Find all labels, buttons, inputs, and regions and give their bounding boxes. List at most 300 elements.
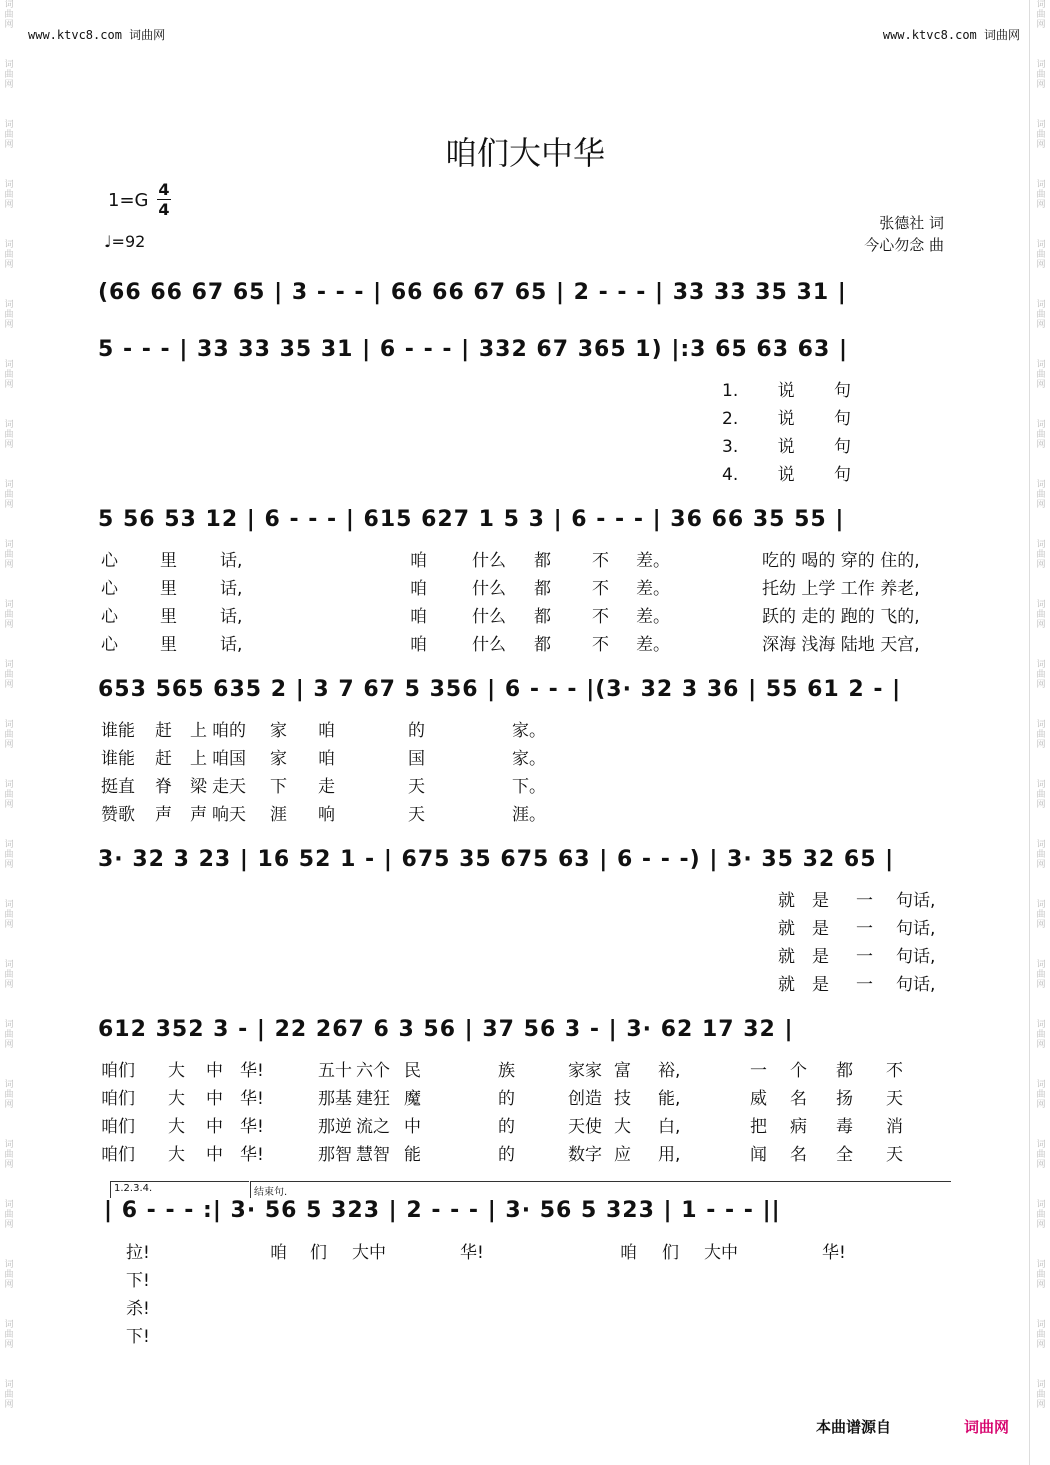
watermark-char: 网 (1036, 20, 1046, 30)
watermark-char: 曲 (1036, 670, 1046, 680)
watermark-char: 词 (4, 1140, 14, 1150)
watermark-char: 词 (4, 780, 14, 790)
watermark-char: 网 (1036, 140, 1046, 150)
watermark-char: 曲 (1036, 1270, 1046, 1280)
lyric-syllable: 的 (408, 721, 425, 741)
lyric-syllable: 咱 (410, 607, 427, 627)
lyric-syllable: 闻 (750, 1145, 767, 1165)
watermark-glyph (1034, 1380, 1048, 1440)
lyric-syllable: 赞歌 (101, 805, 135, 825)
watermark-glyph (2, 420, 16, 480)
song-title: 咱们大中华 (444, 134, 605, 172)
watermark-char: 网 (4, 500, 14, 510)
watermark-char: 词 (1036, 540, 1046, 550)
watermark-char: 曲 (1036, 910, 1046, 920)
lyric-syllable: 差。 (636, 607, 670, 627)
watermark-char: 网 (1036, 740, 1046, 750)
watermark-char: 网 (1036, 620, 1046, 630)
score-row-4: 653 565 635 2 | 3 7 67 5 356 | 6 - - - |(3· 32 3 36 | 55 61 2 - | (98, 677, 902, 702)
watermark-char: 网 (4, 260, 14, 270)
lyric-syllable: 家 (270, 749, 287, 769)
watermark-char: 词 (1036, 360, 1046, 370)
score-row-2: 5 - - - | 33 33 35 31 | 6 - - - | 332 67 365 1) |:3 65 63 63 | (98, 337, 848, 362)
watermark-glyph (1034, 360, 1048, 420)
watermark-char: 网 (1036, 1340, 1046, 1350)
lyric-syllable: 慧智 (356, 1145, 390, 1165)
watermark-char: 词 (1036, 780, 1046, 790)
watermark-char: 词 (4, 360, 14, 370)
watermark-char: 网 (1036, 1400, 1046, 1410)
watermark-glyph (1034, 720, 1048, 780)
watermark-char: 词 (4, 540, 14, 550)
watermark-char: 曲 (1036, 130, 1046, 140)
watermark-char: 词 (4, 720, 14, 730)
lyric-syllable: 梁 (190, 777, 207, 797)
lyric-syllable: 话, (220, 579, 243, 599)
lyric-syllable: 的 (498, 1117, 515, 1137)
watermark-char: 网 (4, 680, 14, 690)
watermark-char: 曲 (4, 70, 14, 80)
score-row-7: | 6 - - - :| 3· 56 5 323 | 2 - - - | 3· 56 5 323 | 1 - - - || (104, 1198, 781, 1223)
watermark-char: 曲 (4, 1210, 14, 1220)
lyric-syllable: 下 (270, 777, 287, 797)
lyric-syllable: 大 (168, 1061, 185, 1081)
lyric-syllable: 什么 (472, 579, 506, 599)
watermark-char: 网 (1036, 1220, 1046, 1230)
lyric-syllable: 那逆 (318, 1117, 352, 1137)
lyric-syllable: 应 (614, 1145, 631, 1165)
lyric-syllable: 们 (662, 1243, 679, 1263)
watermark-glyph (1034, 0, 1048, 60)
lyric-syllable: 里 (160, 607, 177, 627)
watermark-char: 词 (4, 1200, 14, 1210)
watermark-char: 词 (1036, 420, 1046, 430)
lyric-syllable: 裕, (658, 1061, 681, 1081)
watermark-char: 词 (4, 1080, 14, 1090)
lyric-syllable: 名 (790, 1089, 807, 1109)
watermark-char: 曲 (1036, 1090, 1046, 1100)
lyric-syllable: 就 (778, 947, 795, 967)
watermark-char: 曲 (4, 310, 14, 320)
watermark-char: 网 (1036, 1280, 1046, 1290)
watermark-glyph (1034, 600, 1048, 660)
watermark-char: 网 (1036, 80, 1046, 90)
watermark-char: 词 (1036, 840, 1046, 850)
lyric-syllable: 那智 (318, 1145, 352, 1165)
lyric-syllable: 华! (240, 1145, 264, 1165)
lyric-syllable: 能, (658, 1089, 681, 1109)
watermark-glyph (2, 540, 16, 600)
watermark-char: 曲 (1036, 310, 1046, 320)
footer-source-label: 本曲谱源自 (816, 1418, 892, 1436)
lyric-syllable: 家。 (512, 749, 546, 769)
lyric-syllable: 话, (220, 635, 243, 655)
lyric-syllable: 声 (155, 805, 172, 825)
lyric-syllable: 差。 (636, 551, 670, 571)
watermark-glyph (2, 180, 16, 240)
lyric-syllable: 不 (592, 551, 609, 571)
watermark-char: 曲 (1036, 1210, 1046, 1220)
watermark-char: 词 (1036, 300, 1046, 310)
footer-site-logo[interactable]: 词曲网 (964, 1418, 1010, 1436)
lyric-syllable: 毒 (836, 1117, 853, 1137)
lyric-syllable: 赶 (155, 749, 172, 769)
lyric-syllable: 不 (886, 1061, 903, 1081)
watermark-char: 词 (1036, 240, 1046, 250)
watermark-glyph (2, 1380, 16, 1440)
lyric-syllable: 谁能 (101, 749, 135, 769)
watermark-char: 网 (1036, 500, 1046, 510)
watermark-char: 曲 (4, 250, 14, 260)
lyric-syllable: 国 (408, 749, 425, 769)
lyric-syllable: 天 (886, 1145, 903, 1165)
lyric-syllable: 句话, (896, 947, 936, 967)
tempo-marking: ♩=92 (104, 232, 146, 251)
watermark-char: 词 (1036, 180, 1046, 190)
lyric-syllable: 心 (101, 551, 118, 571)
lyric-syllable: 一 (856, 975, 873, 995)
verse-intro-2: 2. 说 句 (722, 409, 852, 429)
lyric-syllable: 咱 (410, 635, 427, 655)
lyric-syllable: 中 (206, 1145, 223, 1165)
lyric-syllable: 一 (856, 947, 873, 967)
lyric-syllable: 都 (534, 551, 551, 571)
time-numerator: 4 (158, 180, 170, 199)
lyric-syllable: 咱 (410, 551, 427, 571)
watermark-glyph (2, 1080, 16, 1140)
watermark-char: 曲 (1036, 1030, 1046, 1040)
lyric-syllable: 是 (812, 919, 829, 939)
lyric-syllable: 深海 浅海 陆地 天宫, (762, 635, 920, 655)
watermark-char: 网 (4, 1160, 14, 1170)
watermark-char: 曲 (1036, 70, 1046, 80)
watermark-char: 曲 (4, 1150, 14, 1160)
lyric-syllable: 话, (220, 551, 243, 571)
watermark-glyph (2, 1200, 16, 1260)
lyric-syllable: 消 (886, 1117, 903, 1137)
watermark-char: 曲 (1036, 1330, 1046, 1340)
lyric-syllable: 创造 (568, 1089, 602, 1109)
lyric-syllable: 走天 (212, 777, 246, 797)
lyric-syllable: 响天 (212, 805, 246, 825)
composer-credit: 今心勿念 曲 (864, 236, 944, 254)
watermark-char: 网 (1036, 680, 1046, 690)
watermark-char: 网 (4, 440, 14, 450)
lyric-syllable: 咱的 (212, 721, 246, 741)
watermark-char: 曲 (1036, 610, 1046, 620)
lyric-syllable: 中 (404, 1117, 421, 1137)
lyric-syllable: 吃的 喝的 穿的 住的, (762, 551, 920, 571)
lyric-syllable: 咱 (270, 1243, 287, 1263)
lyric-syllable: 是 (812, 975, 829, 995)
watermark-char: 网 (4, 740, 14, 750)
watermark-glyph (1034, 1080, 1048, 1140)
lyric-syllable: 大中 (352, 1243, 386, 1263)
lyric-syllable: 不 (592, 579, 609, 599)
watermark-char: 词 (4, 900, 14, 910)
watermark-glyph (2, 720, 16, 780)
watermark-glyph (1034, 180, 1048, 240)
watermark-char: 网 (1036, 1040, 1046, 1050)
watermark-char: 网 (1036, 320, 1046, 330)
lyric-syllable: 华! (240, 1061, 264, 1081)
watermark-char: 词 (1036, 720, 1046, 730)
watermark-char: 词 (1036, 480, 1046, 490)
watermark-char: 曲 (1036, 370, 1046, 380)
watermark-char: 词 (4, 1260, 14, 1270)
watermark-char: 网 (1036, 980, 1046, 990)
watermark-char: 网 (4, 920, 14, 930)
lyric-syllable: 里 (160, 579, 177, 599)
lyric-syllable: 华! (460, 1243, 484, 1263)
watermark-char: 曲 (4, 190, 14, 200)
watermark-glyph (1034, 420, 1048, 480)
lyric-syllable: 差。 (636, 579, 670, 599)
lyric-syllable: 建狂 (356, 1089, 390, 1109)
watermark-glyph (1034, 840, 1048, 900)
lyric-syllable: 全 (836, 1145, 853, 1165)
watermark-glyph (1034, 1320, 1048, 1380)
lyric-syllable: 中 (206, 1117, 223, 1137)
watermark-char: 曲 (4, 670, 14, 680)
lyric-syllable: 的 (498, 1089, 515, 1109)
watermark-char: 曲 (1036, 190, 1046, 200)
verse-intro-1: 1. 说 句 (722, 381, 852, 401)
lyric-syllable: 名 (790, 1145, 807, 1165)
lyric-syllable: 一 (856, 919, 873, 939)
watermark-char: 网 (4, 320, 14, 330)
watermark-char: 词 (4, 0, 14, 10)
watermark-char: 词 (1036, 120, 1046, 130)
score-row-1: (66 66 67 65 | 3 - - - | 66 66 67 65 | 2 - - - | 33 33 35 31 | (98, 280, 847, 305)
watermark-char: 词 (4, 120, 14, 130)
watermark-char: 网 (4, 860, 14, 870)
watermark-glyph (2, 900, 16, 960)
lyric-syllable: 用, (658, 1145, 681, 1165)
volta-first-ending: 1.2.3.4. (110, 1181, 249, 1198)
lyric-syllable: 数字 (568, 1145, 602, 1165)
watermark-char: 网 (4, 1100, 14, 1110)
watermark-char: 曲 (1036, 490, 1046, 500)
watermark-glyph (2, 480, 16, 540)
watermark-char: 网 (1036, 1160, 1046, 1170)
lyric-syllable: 们 (310, 1243, 327, 1263)
watermark-char: 网 (1036, 1100, 1046, 1110)
watermark-left (2, 0, 16, 1465)
lyric-syllable: 威 (750, 1089, 767, 1109)
lyric-syllable: 六个 (356, 1061, 390, 1081)
watermark-char: 词 (4, 1020, 14, 1030)
lyric-syllable: 都 (534, 607, 551, 627)
watermark-char: 词 (1036, 900, 1046, 910)
watermark-char: 网 (1036, 920, 1046, 930)
lyric-syllable: 什么 (472, 635, 506, 655)
watermark-char: 曲 (1036, 250, 1046, 260)
watermark-glyph (2, 1320, 16, 1380)
watermark-char: 网 (4, 560, 14, 570)
watermark-glyph (1034, 540, 1048, 600)
lyric-syllable: 话, (220, 607, 243, 627)
watermark-char: 词 (1036, 1140, 1046, 1150)
watermark-glyph (2, 1260, 16, 1320)
lyric-syllable: 咱们 (101, 1145, 135, 1165)
lyric-syllable: 不 (592, 607, 609, 627)
lyric-syllable: 赶 (155, 721, 172, 741)
watermark-char: 词 (1036, 60, 1046, 70)
watermark-char: 词 (4, 1320, 14, 1330)
lyric-syllable: 谁能 (101, 721, 135, 741)
lyric-syllable: 上 (190, 749, 207, 769)
lyric-syllable: 家家 (568, 1061, 602, 1081)
lyric-syllable: 民 (404, 1061, 421, 1081)
lyric-syllable: 富 (614, 1061, 631, 1081)
lyric-syllable: 咱 (318, 721, 335, 741)
lyric-syllable: 华! (240, 1089, 264, 1109)
lyric-syllable: 下! (126, 1271, 150, 1291)
watermark-glyph (1034, 1200, 1048, 1260)
lyric-syllable: 不 (592, 635, 609, 655)
lyric-syllable: 托幼 上学 工作 养老, (762, 579, 920, 599)
lyric-syllable: 咱 (620, 1243, 637, 1263)
watermark-char: 网 (1036, 380, 1046, 390)
watermark-char: 曲 (4, 730, 14, 740)
lyric-syllable: 上 (190, 721, 207, 741)
time-denominator: 4 (158, 200, 170, 219)
watermark-char: 词 (4, 180, 14, 190)
lyric-syllable: 咱们 (101, 1089, 135, 1109)
lyric-syllable: 涯。 (512, 805, 546, 825)
lyricist-credit: 张德社 词 (879, 214, 944, 232)
lyric-syllable: 都 (534, 635, 551, 655)
lyric-syllable: 那基 (318, 1089, 352, 1109)
lyric-syllable: 是 (812, 891, 829, 911)
watermark-char: 网 (1036, 860, 1046, 870)
watermark-char: 曲 (4, 790, 14, 800)
lyric-syllable: 中 (206, 1061, 223, 1081)
watermark-glyph (1034, 1020, 1048, 1080)
watermark-char: 词 (1036, 0, 1046, 10)
lyric-syllable: 大中 (704, 1243, 738, 1263)
watermark-char: 词 (4, 300, 14, 310)
watermark-char: 曲 (4, 1270, 14, 1280)
lyric-syllable: 家 (270, 721, 287, 741)
watermark-char: 曲 (4, 10, 14, 20)
lyric-syllable: 大 (168, 1145, 185, 1165)
lyric-syllable: 天 (886, 1089, 903, 1109)
watermark-char: 词 (1036, 660, 1046, 670)
watermark-char: 曲 (4, 1330, 14, 1340)
watermark-char: 网 (4, 1040, 14, 1050)
lyric-syllable: 天 (408, 777, 425, 797)
watermark-glyph (1034, 660, 1048, 720)
verse-intro-3: 3. 说 句 (722, 437, 852, 457)
watermark-glyph (2, 960, 16, 1020)
lyric-syllable: 大 (614, 1117, 631, 1137)
watermark-glyph (2, 660, 16, 720)
lyric-syllable: 句话, (896, 919, 936, 939)
lyric-syllable: 差。 (636, 635, 670, 655)
watermark-char: 词 (4, 480, 14, 490)
lyric-syllable: 什么 (472, 551, 506, 571)
watermark-char: 词 (4, 240, 14, 250)
watermark-glyph (1034, 900, 1048, 960)
watermark-glyph (1034, 1260, 1048, 1320)
lyric-syllable: 把 (750, 1117, 767, 1137)
lyric-syllable: 华! (240, 1117, 264, 1137)
watermark-glyph (2, 600, 16, 660)
watermark-char: 曲 (4, 970, 14, 980)
watermark-char: 网 (4, 1340, 14, 1350)
lyric-syllable: 脊 (155, 777, 172, 797)
lyric-syllable: 中 (206, 1089, 223, 1109)
lyric-syllable: 族 (498, 1061, 515, 1081)
watermark-char: 网 (4, 20, 14, 30)
watermark-glyph (1034, 300, 1048, 360)
watermark-char: 词 (1036, 960, 1046, 970)
watermark-char: 词 (1036, 1260, 1046, 1270)
watermark-char: 曲 (1036, 850, 1046, 860)
lyric-syllable: 下! (126, 1327, 150, 1347)
lyric-syllable: 心 (101, 579, 118, 599)
lyric-syllable: 声 (190, 805, 207, 825)
lyric-syllable: 家。 (512, 721, 546, 741)
lyric-syllable: 涯 (270, 805, 287, 825)
watermark-char: 网 (4, 1220, 14, 1230)
watermark-char: 词 (4, 60, 14, 70)
watermark-char: 网 (4, 980, 14, 990)
lyric-syllable: 扬 (836, 1089, 853, 1109)
watermark-char: 曲 (1036, 1150, 1046, 1160)
watermark-char: 网 (4, 1280, 14, 1290)
lyric-syllable: 大 (168, 1117, 185, 1137)
watermark-char: 网 (1036, 200, 1046, 210)
watermark-char: 曲 (4, 490, 14, 500)
watermark-char: 网 (1036, 260, 1046, 270)
watermark-char: 曲 (1036, 10, 1046, 20)
lyric-syllable: 咱 (410, 579, 427, 599)
watermark-char: 词 (4, 960, 14, 970)
watermark-glyph (1034, 1140, 1048, 1200)
lyric-syllable: 就 (778, 919, 795, 939)
watermark-glyph (2, 780, 16, 840)
lyric-syllable: 里 (160, 551, 177, 571)
lyric-syllable: 句话, (896, 975, 936, 995)
score-row-3: 5 56 53 12 | 6 - - - | 615 627 1 5 3 | 6 - - - | 36 66 35 55 | (98, 507, 845, 532)
watermark-glyph (1034, 240, 1048, 300)
watermark-char: 曲 (4, 910, 14, 920)
lyric-syllable: 华! (822, 1243, 846, 1263)
lyric-syllable: 拉! (126, 1243, 150, 1263)
watermark-char: 曲 (4, 610, 14, 620)
watermark-glyph (2, 60, 16, 120)
score-row-6: 612 352 3 - | 22 267 6 3 56 | 37 56 3 - | 3· 62 17 32 | (98, 1017, 794, 1042)
watermark-char: 曲 (4, 370, 14, 380)
time-signature (157, 180, 171, 219)
header-url-left[interactable]: www.ktvc8.com 词曲网 (28, 28, 166, 42)
watermark-char: 曲 (1036, 790, 1046, 800)
watermark-glyph (1034, 780, 1048, 840)
watermark-char: 词 (4, 1380, 14, 1390)
watermark-char: 曲 (4, 430, 14, 440)
watermark-glyph (1034, 960, 1048, 1020)
header-url-right[interactable]: www.ktvc8.com 词曲网 (882, 28, 1020, 42)
lyric-syllable: 响 (318, 805, 335, 825)
lyric-syllable: 是 (812, 947, 829, 967)
watermark-char: 网 (1036, 560, 1046, 570)
watermark-char: 曲 (4, 1030, 14, 1040)
watermark-char: 词 (1036, 1200, 1046, 1210)
watermark-char: 网 (4, 200, 14, 210)
